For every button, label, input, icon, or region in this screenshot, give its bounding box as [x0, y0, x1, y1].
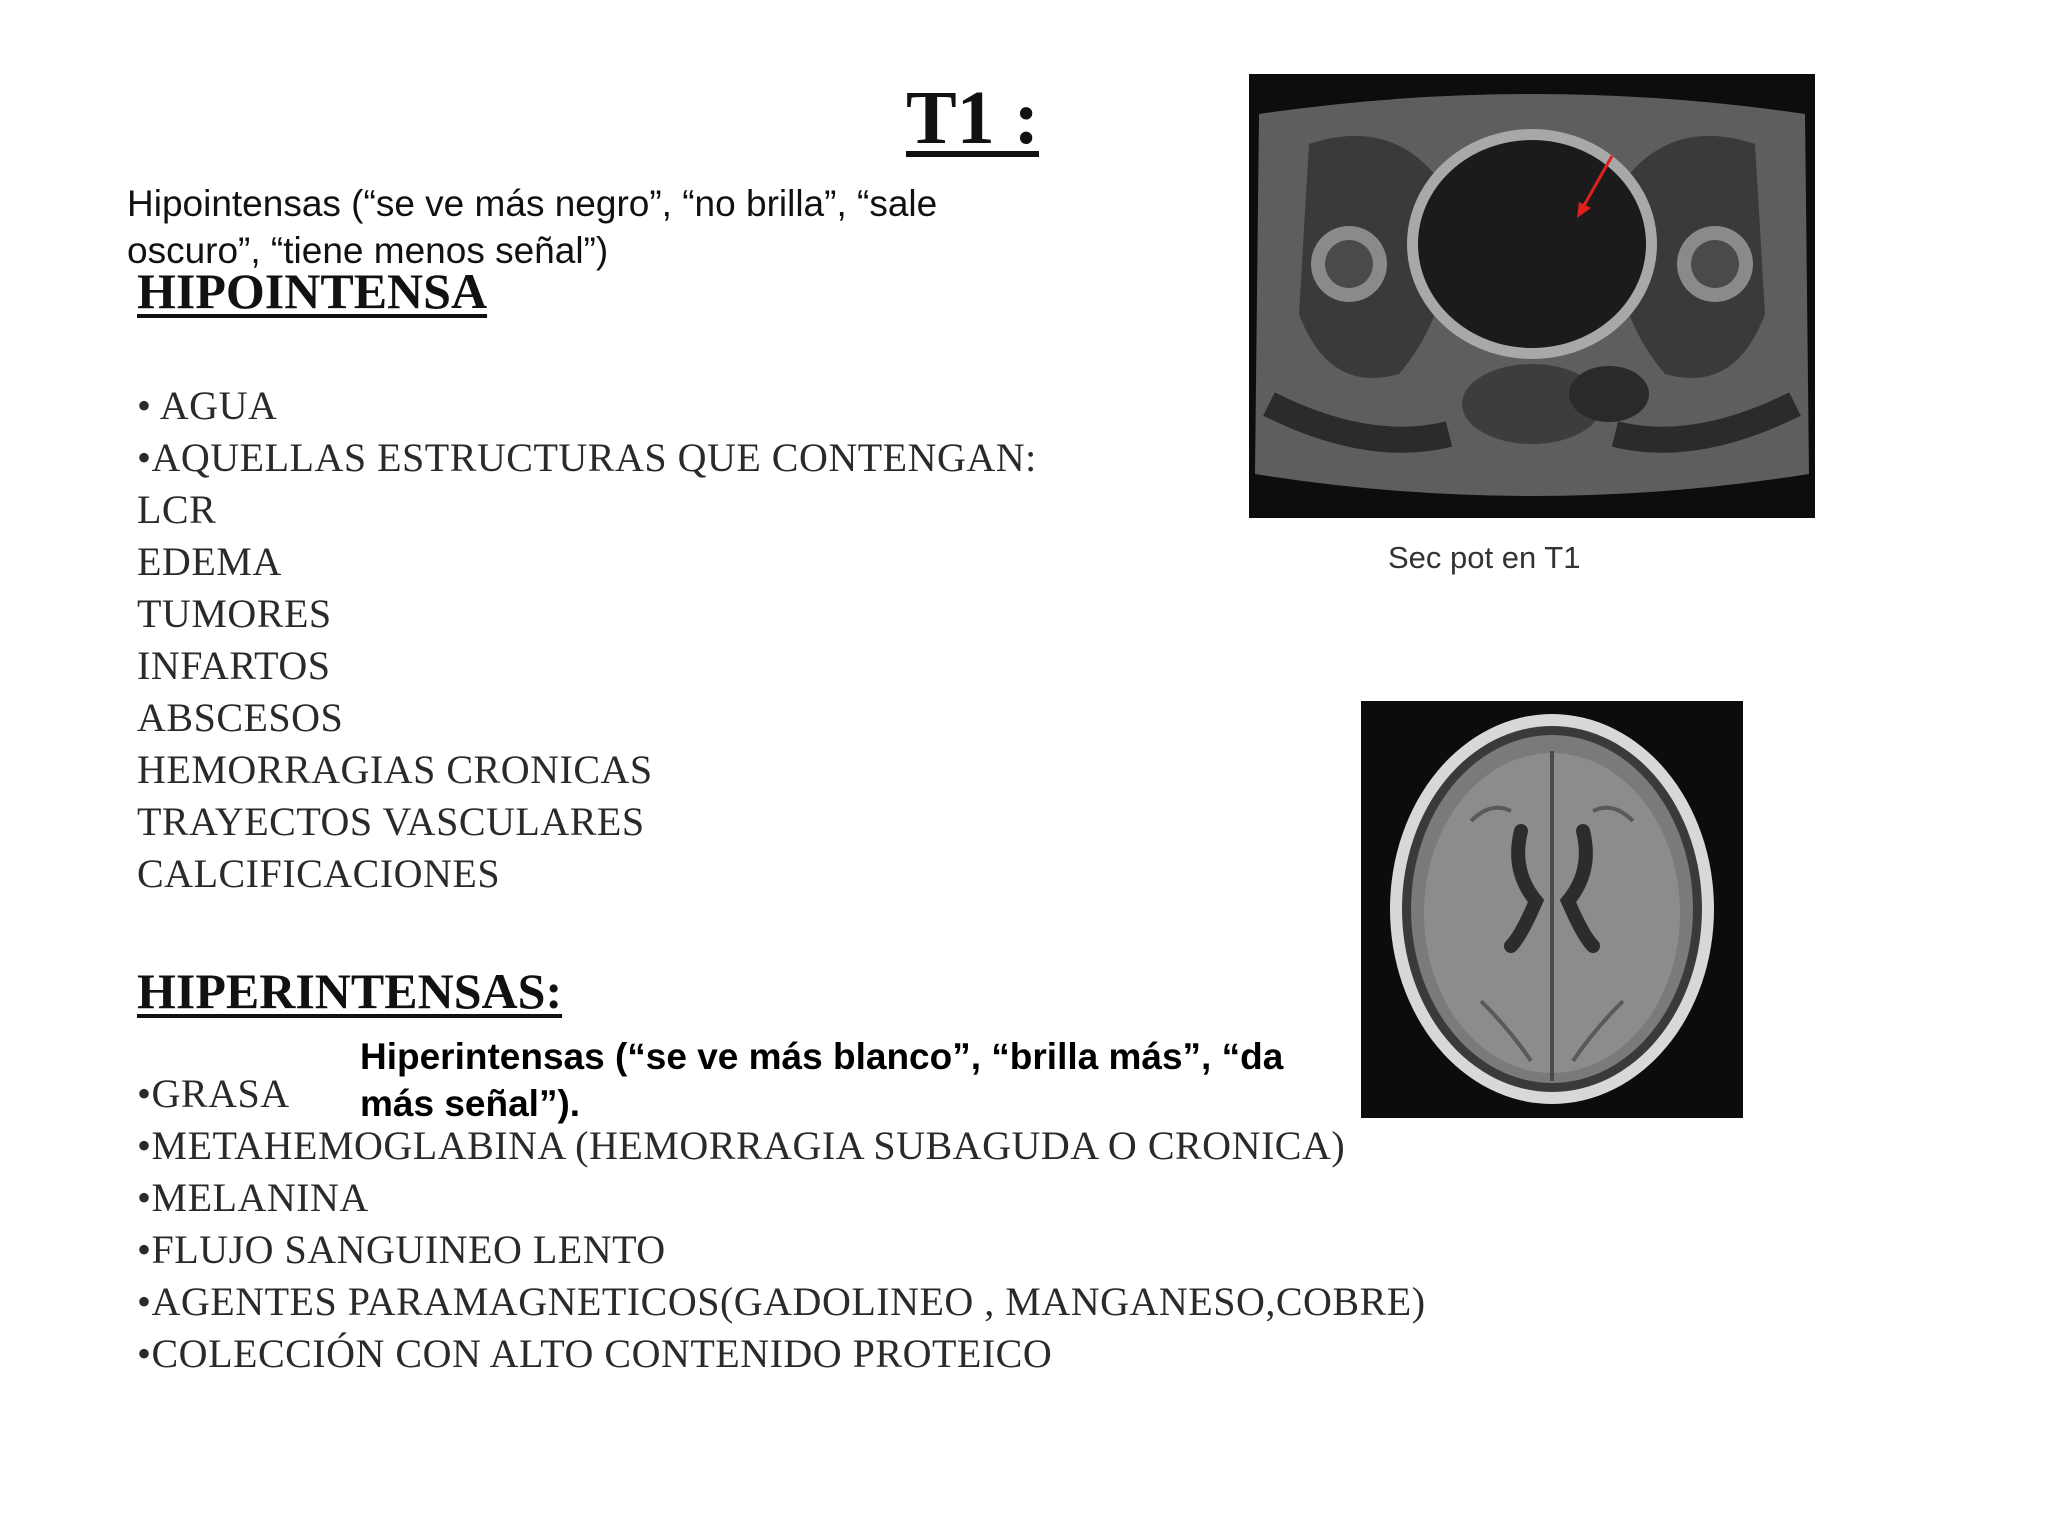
hipointensa-structure-list [137, 484, 653, 900]
list-item: HEMORRAGIAS CRONICAS [137, 747, 653, 792]
pelvis-mri-image [1249, 74, 1815, 518]
list-item: •METAHEMOGLABINA (HEMORRAGIA SUBAGUDA O CRONICA) [137, 1123, 1346, 1168]
list-item: •COLECCIÓN CON ALTO CONTENIDO PROTEICO [137, 1331, 1053, 1376]
list-item: • AGUA [137, 383, 278, 428]
list-item: EDEMA [137, 539, 282, 584]
page-title: T1 : [906, 76, 1039, 160]
pelvis-mri-drawing [1249, 74, 1815, 518]
list-item: •MELANINA [137, 1175, 369, 1220]
list-item: TUMORES [137, 591, 332, 636]
hiperintensas-note: Hiperintensas (“se ve más blanco”, “brilla más”, “da más señal”). [360, 1036, 1284, 1124]
list-item: •FLUJO SANGUINEO LENTO [137, 1227, 666, 1272]
image-caption: Sec pot en T1 [1388, 540, 1581, 575]
list-item: •AGENTES PARAMAGNETICOS(GADOLINEO , MANGANESO,COBRE) [137, 1279, 1426, 1324]
hipointensa-heading: HIPOINTENSA [137, 263, 488, 319]
list-item: TRAYECTOS VASCULARES [137, 799, 645, 844]
hiperintensas-heading: HIPERINTENSAS: [137, 963, 563, 1019]
hipointensas-note: Hipointensas (“se ve más negro”, “no brilla”, “sale oscuro”, “tiene menos señal”) [127, 183, 938, 271]
brain-mri-drawing [1361, 701, 1743, 1118]
list-item: ABSCESOS [137, 695, 344, 740]
list-item: CALCIFICACIONES [137, 851, 501, 896]
brain-mri-image [1361, 701, 1743, 1118]
list-item: •GRASA [137, 1071, 290, 1116]
hipointensa-bullet-list [137, 380, 1037, 484]
list-item: LCR [137, 487, 217, 532]
list-item: INFARTOS [137, 643, 331, 688]
list-item: •AQUELLAS ESTRUCTURAS QUE CONTENGAN: [137, 435, 1037, 480]
